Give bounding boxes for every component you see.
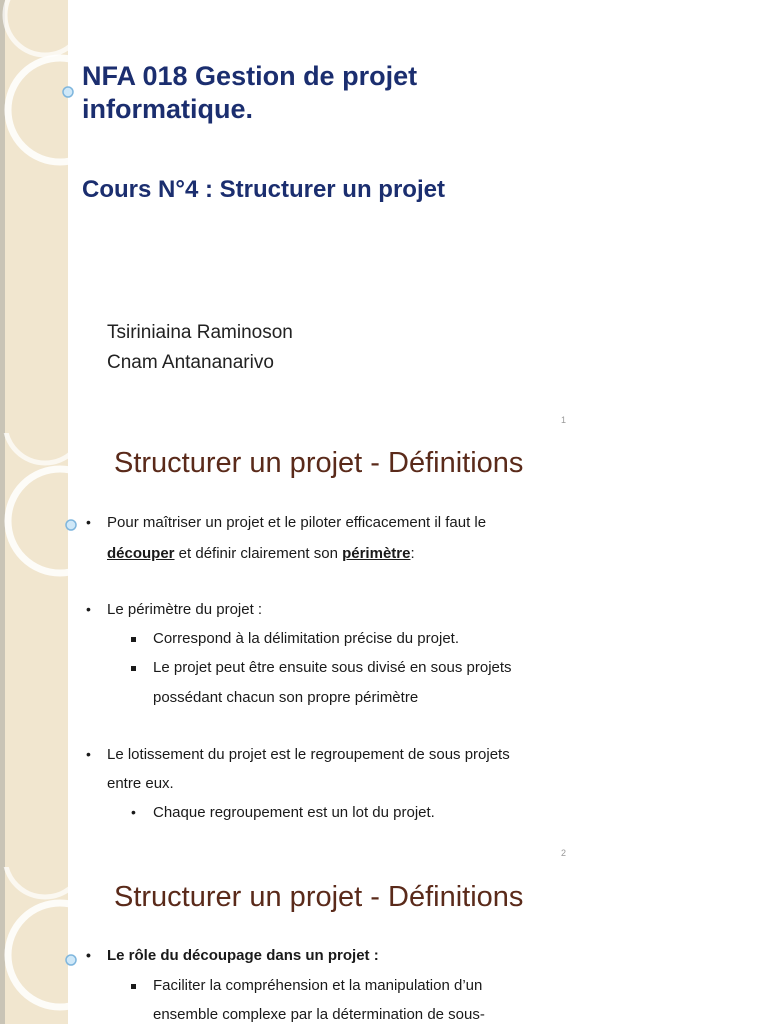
institution: Cnam Antananarivo (107, 352, 274, 373)
sub-bullet-text: Le projet peut être ensuite sous divisé en sous projets (153, 659, 512, 676)
bullet-text: Le lotissement du projet est le regroupement de sous projets (107, 746, 510, 763)
sub-bullet-text: Chaque regroupement est un lot du projet. (153, 804, 435, 821)
slide-2 (0, 433, 768, 867)
square-bullet-icon (131, 666, 136, 671)
bullet-text: Le rôle du découpage dans un projet : (107, 947, 379, 964)
bullet-text: Le périmètre du projet : (107, 601, 263, 618)
square-bullet-icon (131, 984, 136, 989)
bullet-icon: • (86, 947, 91, 963)
sub-bullet-text: Correspond à la délimitation précise du projet. (153, 630, 459, 647)
sub-bullet-text-continued: possédant chacun son propre périmètre (153, 689, 419, 706)
bullet-text-continued: découper et définir clairement son périmètre: (107, 545, 415, 562)
slide-decoration (0, 867, 80, 1024)
keyword-perimetre: périmètre (342, 545, 411, 562)
sub-bullet-text-continued: ensemble complexe par la détermination de sous- (153, 1006, 485, 1023)
bullet-text-continued: entre eux. (107, 775, 174, 792)
bullet-icon: • (86, 514, 91, 530)
slide-title: Structurer un projet - Définitions (114, 881, 524, 913)
page-number: 2 (561, 848, 567, 858)
slide-subtitle: Cours N°4 : Structurer un projet (82, 176, 445, 203)
bullet-icon: • (86, 601, 91, 617)
bullet-icon: • (86, 746, 91, 762)
bullet-icon: • (131, 804, 136, 820)
slide-title: Structurer un projet - Définitions (114, 447, 524, 479)
bullet-text: Pour maîtriser un projet et le piloter efficacement il faut le (107, 514, 487, 531)
square-bullet-icon (131, 637, 136, 642)
slide-1 (0, 0, 768, 433)
keyword-decouper: découper (107, 545, 175, 562)
slide-title: NFA 018 Gestion de projet informatique. (82, 61, 418, 124)
page-number: 1 (561, 415, 567, 425)
sub-bullet-text: Faciliter la compréhension et la manipulation d’un (153, 977, 483, 994)
slide-decoration (0, 433, 80, 867)
author-name: Tsiriniaina Raminoson (107, 322, 293, 343)
slide-3 (0, 867, 768, 1024)
slide-decoration (0, 0, 80, 433)
